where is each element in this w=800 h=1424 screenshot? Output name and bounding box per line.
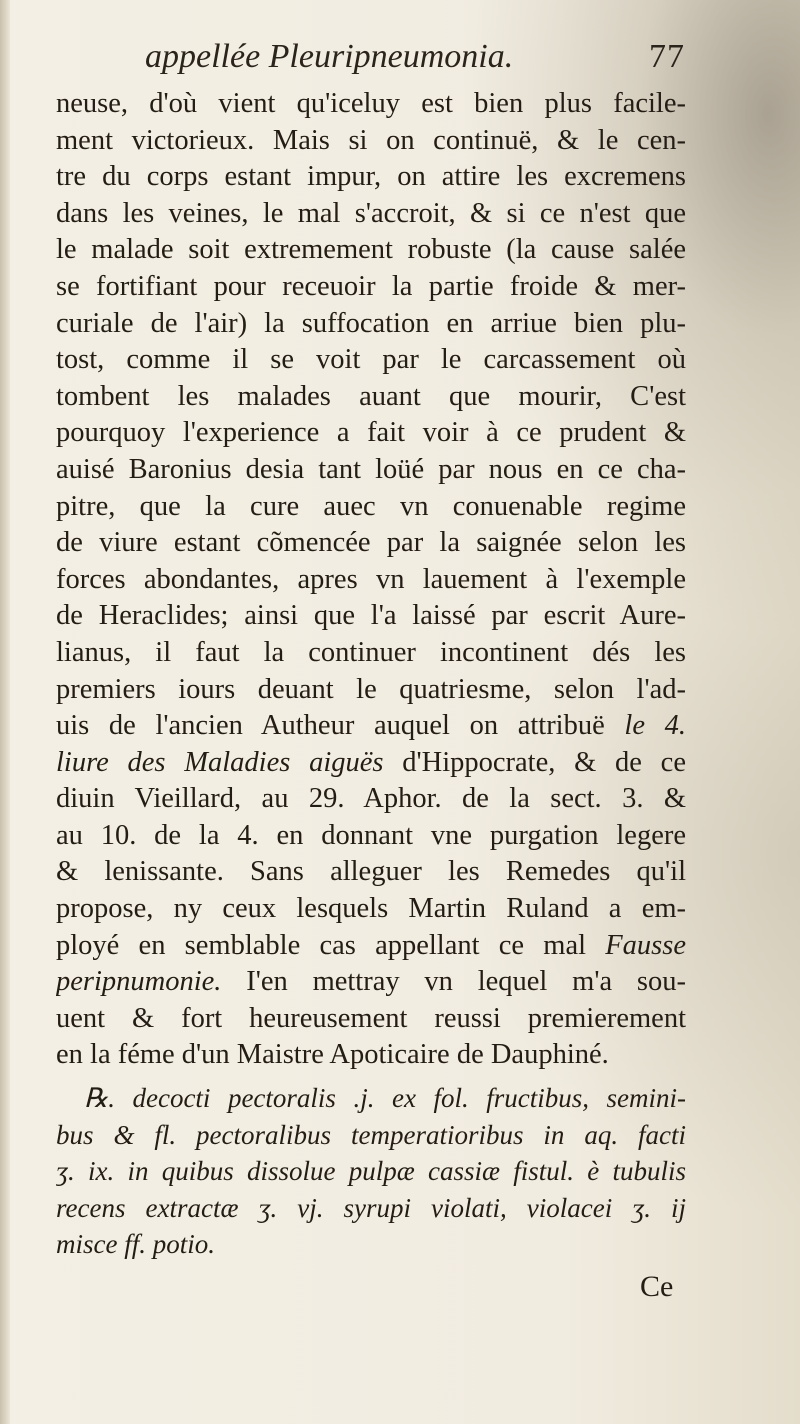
text-line — [56, 928, 686, 965]
text-line — [56, 964, 686, 1001]
text-line: lianus, il faut la continuer incontinent dés les — [56, 636, 686, 668]
text-line-roman: uis de l'ancien Autheur auquel on attribuë — [56, 710, 605, 742]
italic-term: peripnumonie. — [56, 966, 222, 998]
text-line: neuse, d'où vient qu'iceluy est bien plus facile- — [56, 88, 686, 119]
text-line: le malade soit extremement robuste (la cause salée — [56, 234, 686, 266]
text-line: forces abondantes, apres vn lauement à l'exemple — [56, 563, 686, 595]
page-number: 77 — [649, 38, 685, 75]
text-line: de viure estant cõmencée par la saignée selon les — [56, 527, 686, 559]
text-line: auisé Baronius desia tant loüé par nous en ce cha- — [56, 453, 686, 485]
text-line: uent & fort heureusement reussi premierement — [56, 1002, 686, 1034]
text-line: tre du corps estant impur, on attire les excremens — [56, 161, 686, 193]
text-line: curiale de l'air) la suffocation en arriue bien plu- — [56, 307, 686, 339]
text-line — [56, 745, 686, 782]
text-line: au 10. de la 4. en donnant vne purgation legere — [56, 819, 686, 851]
text-line: pourquoy l'experience a fait voir à ce prudent & — [56, 417, 686, 449]
body-text — [56, 86, 686, 1263]
recipe-block — [56, 1080, 686, 1263]
recipe-line: misce ff. potio. — [56, 1229, 215, 1260]
text-line: dans les veines, le mal s'accroit, & si ce n'est que — [56, 197, 686, 229]
text-line: & lenissante. Sans alleguer les Remedes qu'il — [56, 856, 686, 888]
text-line: ment victorieux. Mais si on continuë, & le cen- — [56, 124, 686, 156]
text-line-roman: d'Hippocrate, & de ce — [383, 746, 686, 778]
italic-term: Fausse — [605, 929, 686, 961]
text-line: tost, comme il se voit par le carcassement où — [56, 344, 686, 376]
text-line: propose, ny ceux lesquels Martin Ruland a em- — [56, 893, 686, 925]
running-head — [145, 38, 685, 88]
text-line: diuin Vieillard, au 29. Aphor. de la sect. 3. & — [56, 783, 686, 815]
italic-reference: le 4. — [624, 710, 686, 742]
text-line-roman: I'en mettray vn lequel m'a sou- — [221, 966, 686, 998]
text-line: en la féme d'un Maistre Apoticaire de Dauphiné. — [56, 1039, 609, 1071]
recipe-line: ʒ. ix. in quibus dissolue pulpæ cassiæ fistul. è tubulis — [56, 1156, 686, 1187]
italic-book-title: liure des Maladies aiguës — [56, 746, 384, 778]
running-title: appellée Pleuripneumonia. — [145, 38, 514, 75]
text-line — [56, 708, 686, 745]
page-gutter-shadow — [0, 0, 10, 1424]
recipe-line: bus & fl. pectoralibus temperatioribus in aq. facti — [56, 1119, 686, 1150]
text-line: de Heraclides; ainsi que l'a laissé par escrit Aure- — [56, 600, 686, 632]
recipe-line: recens extractæ ʒ. vj. syrupi violati, violacei ʒ. ij — [56, 1192, 686, 1223]
catchword: Ce — [640, 1270, 674, 1303]
text-line: tombent les malades auant que mourir, C'est — [56, 380, 686, 412]
text-line: premiers iours deuant le quatriesme, selon l'ad- — [56, 673, 686, 705]
text-line-roman: ployé en semblable cas appellant ce mal — [56, 929, 587, 961]
text-line: pitre, que la cure auec vn conuenable regime — [56, 490, 686, 522]
recipe-line: ℞. decocti pectoralis .j. ex fol. fructibus, semini- — [84, 1083, 686, 1114]
text-line: se fortifiant pour receuoir la partie froide & mer- — [56, 270, 686, 302]
